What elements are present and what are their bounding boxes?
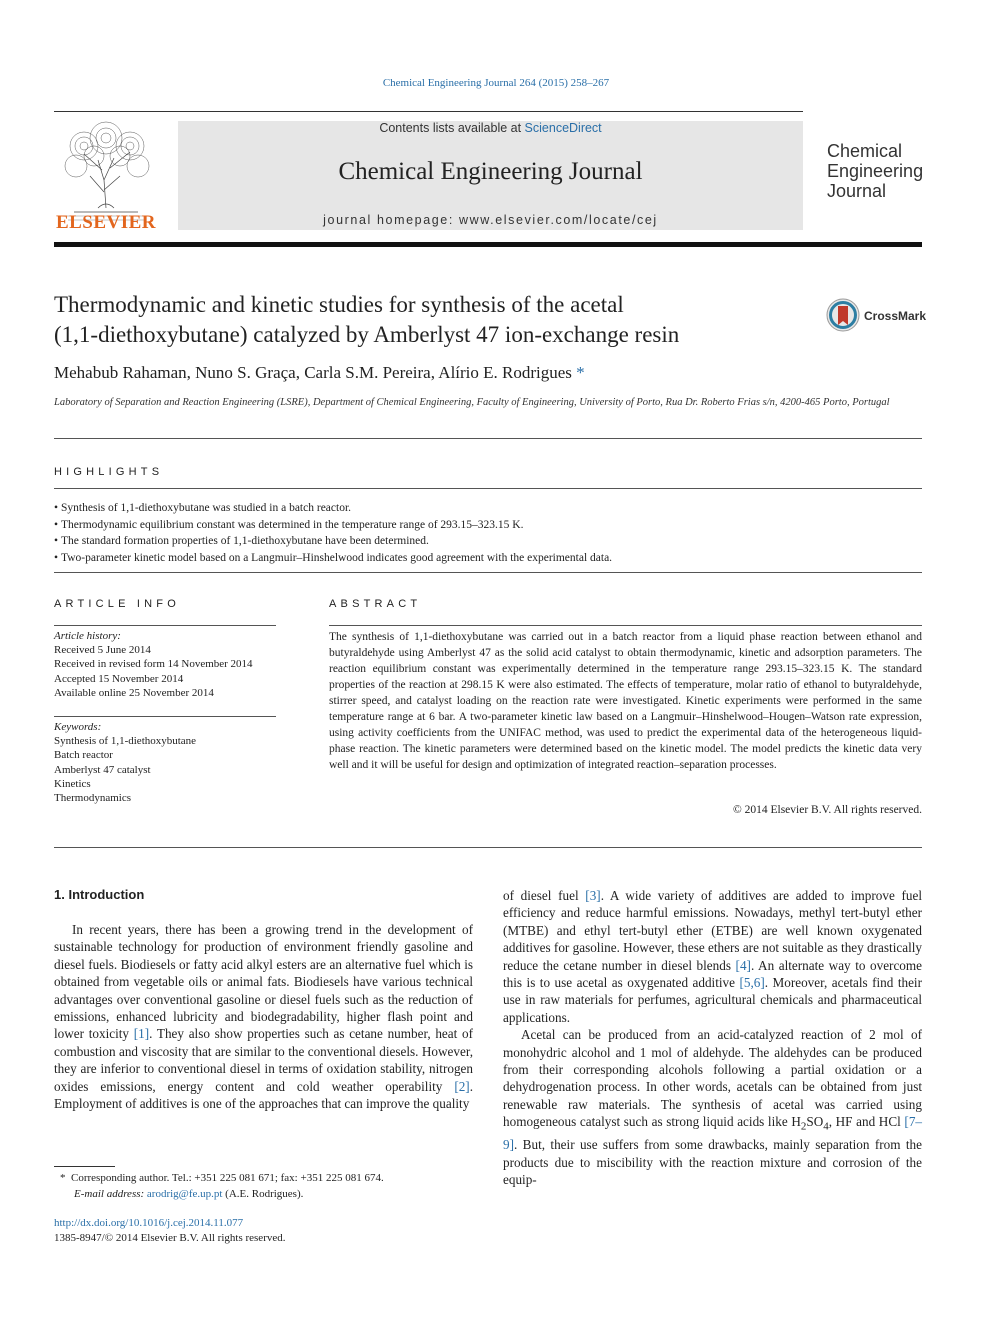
list-item: • Two-parameter kinetic model based on a Langmuir–Hinshelwood indicates good agreement with the experimental data. [54,550,922,567]
article-history: Article history: Received 5 June 2014 Received in revised form 14 November 2014 Accepted 15 November 2014 Available online 25 November 2014 [54,630,253,699]
keywords-rule [54,716,276,717]
journal-homepage[interactable]: journal homepage: www.elsevier.com/locate/cej [323,213,658,227]
crossmark-label[interactable]: CrossMark [864,309,927,323]
highlights-top-rule [54,488,922,489]
footnote-rule [54,1166,115,1167]
contents-line: Contents lists available at ScienceDirect [379,121,602,135]
article-info-rule [54,625,276,626]
highlights-list [54,500,922,566]
header-rule [54,111,803,112]
front-matter-rule [54,847,922,848]
affiliation: Laboratory of Separation and Reaction Engineering (LSRE), Department of Chemical Engineering, Faculty of Engineering, University of Porto, Rua Dr. Roberto Frias s/n, 4200-465 Porto, Portugal [54,397,890,408]
journal-banner [178,121,803,230]
footnote: * Corresponding author. Tel.: +351 225 081 671; fax: +351 225 081 674. E-mail address: arodrig@fe.up.pt (A.E. Rodrigues). [60,1172,384,1200]
journal-logo: Chemical Engineering Journal [827,141,924,201]
email-link[interactable]: arodrig@fe.up.pt [146,1188,223,1200]
reference-link[interactable]: [7–9] [503,1114,923,1153]
abstract-copyright: © 2014 Elsevier B.V. All rights reserved. [733,804,922,816]
keywords: Keywords: Synthesis of 1,1-diethoxybutane Batch reactor Amberlyst 47 catalyst Kinetics Thermodynamics [54,721,197,805]
abstract-rule [329,625,922,626]
reference-link[interactable]: [1] [133,1026,150,1042]
journal-citation[interactable]: Chemical Engineering Journal 264 (2015) 258–267 [382,77,610,89]
highlights-heading: HIGHLIGHTS [54,466,164,478]
crossmark-icon[interactable] [826,298,860,332]
corresponding-author-mark[interactable]: * [576,363,585,382]
reference-link[interactable]: [2] [454,1078,470,1094]
article-identifiers [54,1216,286,1245]
intro-right-column: of diesel fuel [3]. A wide variety of additives are added to improve fuel efficiency and reduce harmful emissions. Nowadays, methyl tert-butyl ether (MTBE) and ethyl tert-butyl ether (ETBE) are well known oxygenated additives for gasoline. However, these ethers are not suitable as they drastically reduce the cetane number in diesel blends [4]. An alternate way to overcome this is to use acetal as oxygenated additive [5,6]. Moreover, acetals find their use in raw materials for perfumes, agricultural chemicals and pharmaceutical applications. Acetal can be produced from an acid-catalyzed reaction of 2 mol of monohydric alcohol and 1 mol of aldehyde. The aldehydes can be produced from their corresponding alcohols following a partial oxidation or a dehydrogenation process. In other words, acetals can be obtained from just renewable raw materials. The synthesis of acetal was carried using homogeneous catalyst such as strong liquid acids like $H_2SO_4$, HF and HCl [7–9]. But, their use suffers from some drawbacks, mainly separation from the products due to miscibility with the reaction mixture and corrosion of the equip- [503,888,923,1188]
reference-link[interactable]: [4] [735,957,751,973]
abstract-text: The synthesis of 1,1-diethoxybutane was carried out in a batch reactor from a liquid phase reaction between ethanol and butyraldehyde using Amberlyst 47 as the solid acid catalyst to obtain thermodynamic, kinetic and adsorption parameters. The reaction equilibrium constant was experimentally determined in the temperature range 293.15–323.15 K. The standard properties of the reaction at 298.15 K were also estimated. The effects of temperature, molar ratio of ethanol to butyraldehyde, stirrer speed, and catalyst loading on the reaction rate were investigated. Kinetic experiments were performed in the same temperature range at 6 bar. A two-parameter kinetic law based on a Langmuir–Hinshelwood–Hougen–Watson rate expression, using activity coefficients from the UNIFAC method, was used to predict the experimental data of the heterogeneous liquid-phase reaction. The kinetic parameters were determined based on the kinetic model. The model predicts the kinetic data very well and it will be useful for design and optimization of integrated reaction–separation processes. [329,631,922,771]
journal-title: Chemical Engineering Journal [338,158,643,185]
highlights-bottom-rule [54,572,922,573]
sciencedirect-link[interactable]: ScienceDirect [524,121,602,135]
reference-link[interactable]: [3] [585,888,601,903]
section-heading-introduction: 1. Introduction [54,887,145,902]
article-title: Thermodynamic and kinetic studies for synthesis of the acetal (1,1-diethoxybutane) catalyzed by Amberlyst 47 ion-exchange resin [54,292,680,347]
reference-link[interactable]: [5,6] [739,975,765,991]
article-info-heading: ARTICLE INFO [54,598,180,610]
intro-left-column: In recent years, there has been a growing trend in the development of sustainable technology for production of environment friendly gasoline and diesel fuels. Biodiesels or fatty acid alkyl esters are an alternative fuel which is obtained from vegetable oils or animal fats. Biodiesels have various technical advantages over conventional gasoline or diesel fuels such as the reduction of emissions, enhanced lubricity and biodegradability, higher flash point and lower toxicity [1]. They also show properties such as cetane number, heat of combustion and viscosity that are similar to the conventional diesels. However, they are inferior to conventional diesel in terms of oxidation stability, nitrogen oxides emissions, energy content and cold weather operability [2]. Employment of additives is one of the approaches that can improve the quality [54,922,473,1112]
list-item: • The standard formation properties of 1,1-diethoxybutane have been determined. [54,533,922,550]
elsevier-wordmark: ELSEVIER [55,212,157,233]
list-item: • Synthesis of 1,1-diethoxybutane was studied in a batch reactor. [54,500,922,517]
header-thick-rule [54,242,922,247]
doi-link[interactable]: http://dx.doi.org/10.1016/j.cej.2014.11.077 [54,1217,244,1229]
abstract-heading: ABSTRACT [329,598,422,610]
issn-line: 1385-8947/© 2014 Elsevier B.V. All rights reserved. [54,1231,286,1244]
affiliation-rule [54,438,922,439]
list-item: • Thermodynamic equilibrium constant was determined in the temperature range of 293.15–323.15 K. [54,517,922,534]
author-list: Mehabub Rahaman, Nuno S. Graça, Carla S.M. Pereira, Alírio E. Rodrigues * [54,363,585,382]
